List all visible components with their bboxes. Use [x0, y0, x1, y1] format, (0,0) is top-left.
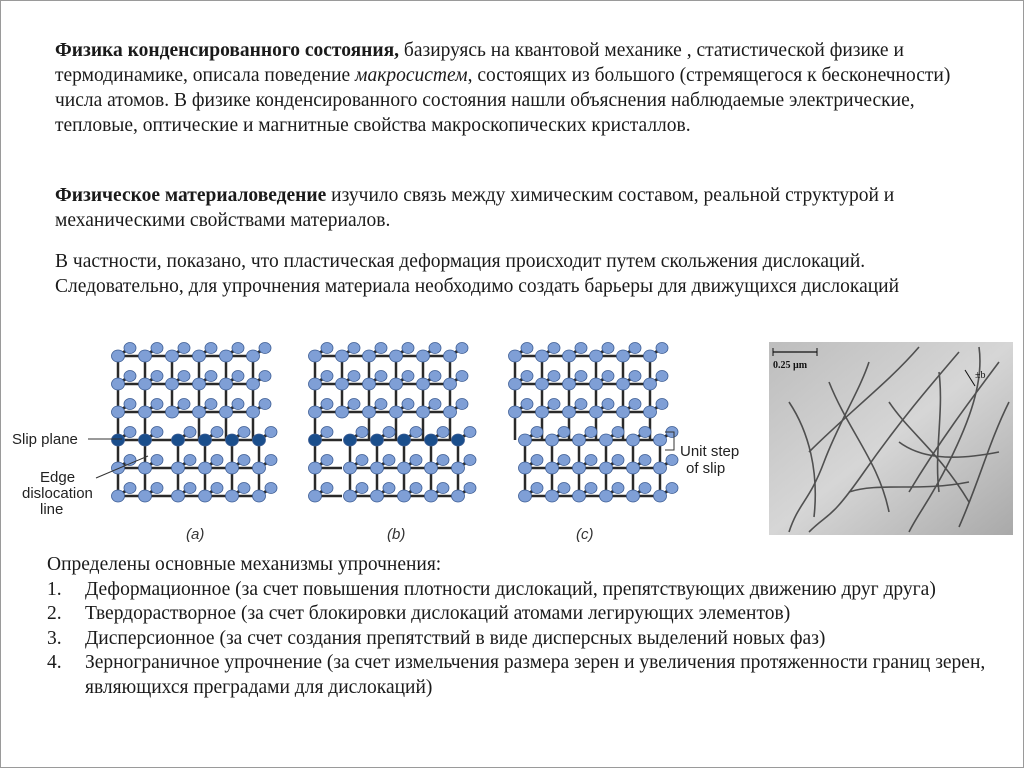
- strengthening-mechanisms: [47, 553, 997, 700]
- list-text: Деформационное (за счет повышения плотности дислокаций, препятствующих движению друг друга): [85, 578, 936, 600]
- list-text: Твердорастворное (за счет блокировки дислокаций атомами легирующих элементов): [85, 603, 791, 624]
- list-item: [47, 578, 997, 603]
- paragraph-condensed-matter: [55, 38, 985, 138]
- list-text: Зернограничное упрочнение (за счет измельчения размера зерен и увеличения протяженности границ зерен, являющихся преградами для дислокаций): [85, 652, 986, 698]
- edge-dislocation-diagram: [10, 338, 760, 548]
- burgers-vector-label: ±b: [975, 370, 986, 381]
- term-materials-science: Физическое материаловедение: [55, 185, 327, 206]
- list-item: [47, 627, 997, 652]
- mechanisms-list: [47, 578, 997, 701]
- term-condensed-matter: Физика конденсированного состояния,: [55, 40, 400, 61]
- list-number: 4.: [47, 652, 62, 673]
- list-item: [47, 651, 997, 700]
- edge-label-1: Edge: [40, 469, 76, 486]
- slip-plane-label: Slip plane: [12, 431, 78, 448]
- caption-c: (c): [576, 526, 594, 543]
- paragraph-dislocations: В частности, показано, что пластическая деформация происходит путем скольжения дислокаций. Следовательно, для упрочнения материала необходимо создать барьеры для движущихся дислокаций: [55, 251, 900, 297]
- lattice-panel-b: [309, 343, 477, 503]
- edge-label-3: line: [40, 501, 64, 518]
- edge-label-2: dislocation: [22, 485, 93, 502]
- lattice-panel-a: [112, 343, 278, 503]
- term-macrosystems: макросистем: [355, 65, 468, 86]
- paragraph-text: базируясь на квантовой механике , статистической физике и термодинамике, описала поведение: [55, 40, 904, 86]
- paragraph-text: изучило связь между химическим составом, реальной структурой и механическими свойствами материалов.: [55, 185, 895, 231]
- unit-step-label-2: of slip: [686, 460, 726, 477]
- list-number: 1.: [47, 578, 62, 600]
- list-number: 2.: [47, 603, 62, 624]
- mechanisms-heading: Определены основные механизмы упрочнения:: [47, 554, 442, 575]
- caption-b: (b): [387, 526, 406, 543]
- lattice-figure: [10, 338, 760, 548]
- list-number: 3.: [47, 627, 62, 649]
- scale-bar-label: 0.25 µm: [773, 360, 808, 371]
- paragraph-materials-science: [55, 183, 985, 233]
- lattice-panel-c: [509, 343, 679, 503]
- tem-micrograph: [769, 342, 1013, 535]
- caption-a: (a): [186, 526, 205, 543]
- list-item: [47, 602, 997, 627]
- list-text: Дисперсионное (за счет создания препятствий в виде дисперсных выделений новых фаз): [85, 627, 826, 649]
- unit-step-label-1: Unit step: [680, 443, 740, 460]
- paragraph-text: , состоящих из большого (стремящегося к бесконечности) числа атомов. В физике конденсированного состояния нашли объяснения наблюдаемые электрические, тепловые, оптические и магнитные свойства макроскопических кристаллов.: [55, 65, 951, 136]
